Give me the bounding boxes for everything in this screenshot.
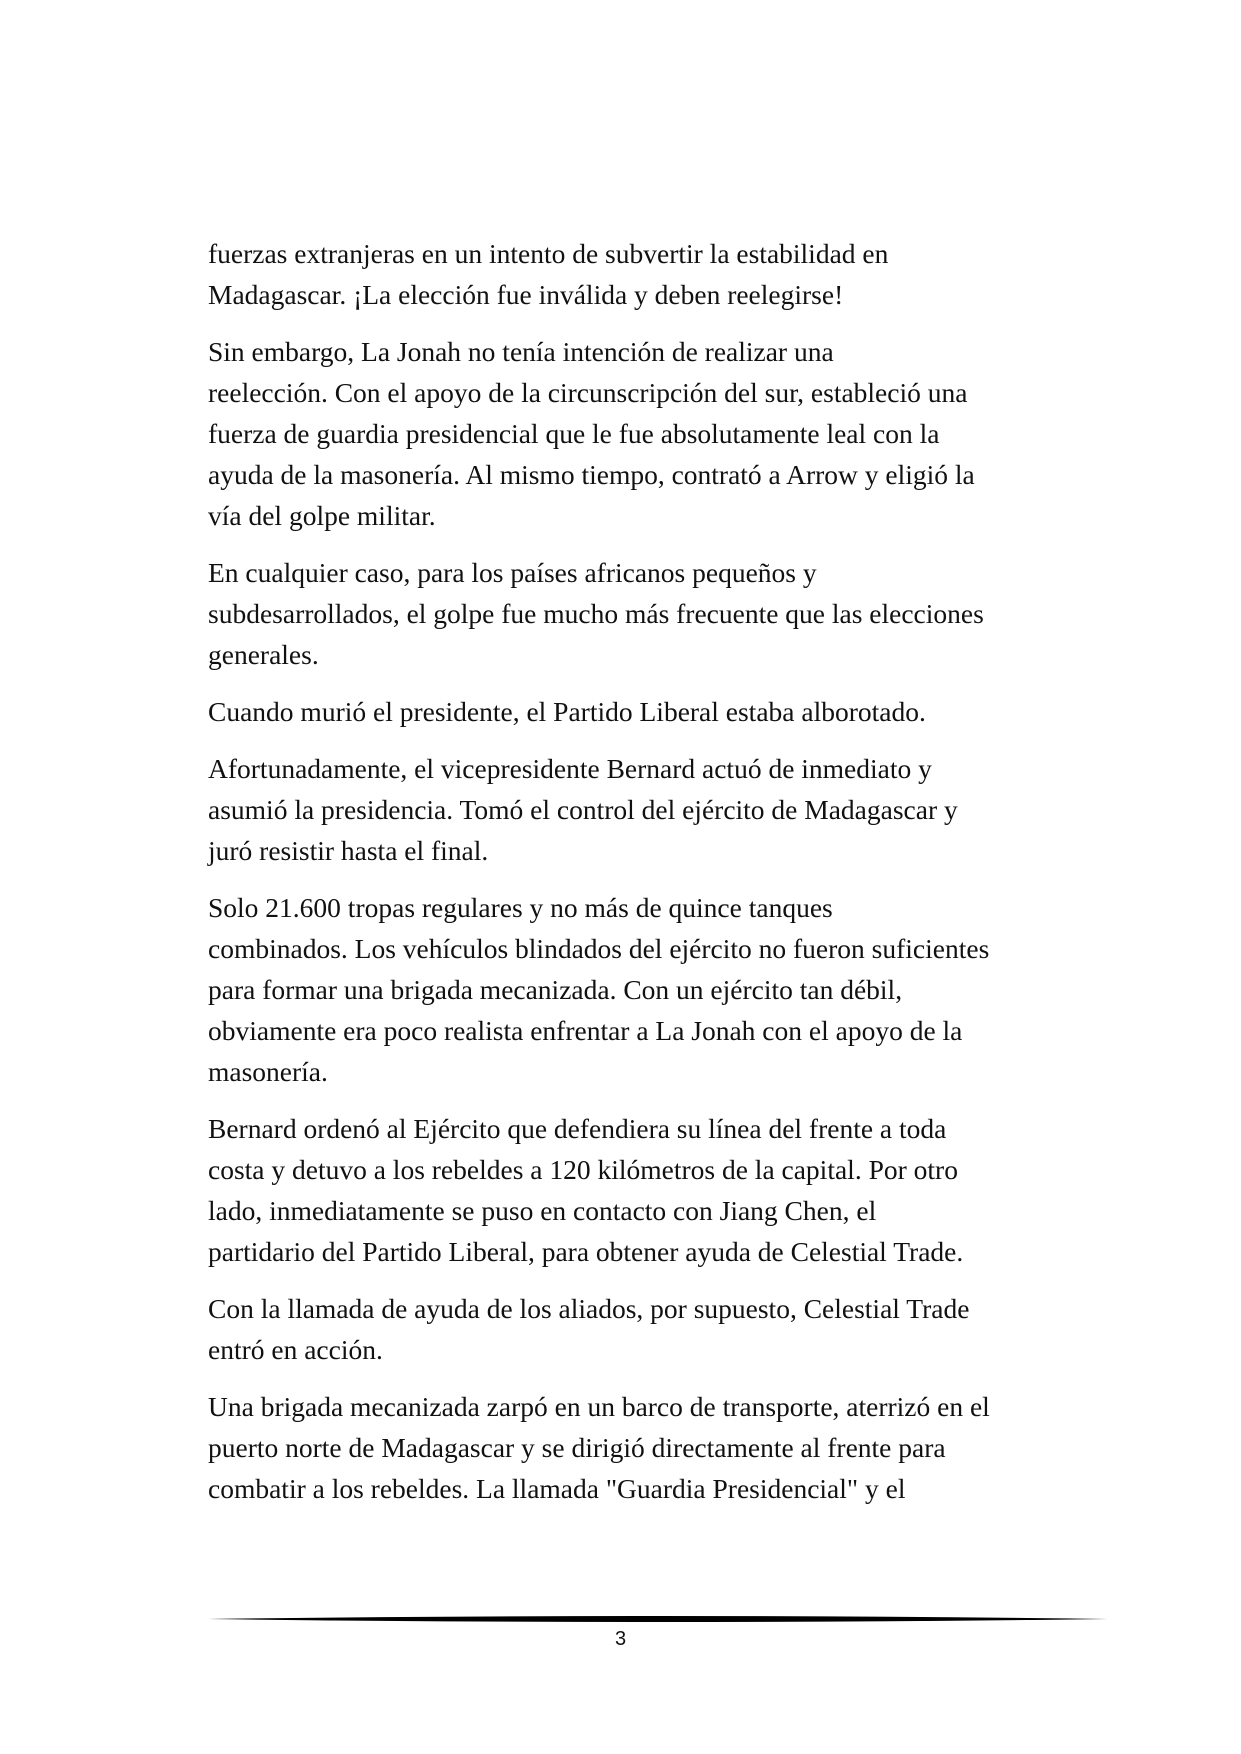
- paragraph: [208, 1386, 1078, 1509]
- paragraph: [208, 552, 1078, 675]
- text-line: masonería.: [208, 1056, 328, 1087]
- text-line: juró resistir hasta el final.: [208, 835, 489, 866]
- text-line: costa y detuvo a los rebeldes a 120 kilómetros de la capital. Por otro: [208, 1154, 958, 1185]
- text-line: ayuda de la masonería. Al mismo tiempo, contrató a Arrow y eligió la: [208, 459, 975, 490]
- text-line: subdesarrollados, el golpe fue mucho más frecuente que las elecciones: [208, 598, 984, 629]
- paragraph: [208, 331, 1078, 536]
- body-text: [208, 233, 1078, 1525]
- text-line: generales.: [208, 639, 319, 670]
- text-line: fuerza de guardia presidencial que le fue absolutamente leal con la: [208, 418, 940, 449]
- paragraph: [208, 887, 1078, 1092]
- paragraph: [208, 1108, 1078, 1272]
- text-line: Solo 21.600 tropas regulares y no más de quince tanques: [208, 892, 833, 923]
- text-line: Sin embargo, La Jonah no tenía intención de realizar una: [208, 336, 834, 367]
- text-line: fuerzas extranjeras en un intento de subvertir la estabilidad en: [208, 238, 889, 269]
- text-line: Cuando murió el presidente, el Partido Liberal estaba alborotado.: [208, 696, 926, 727]
- text-line: obviamente era poco realista enfrentar a La Jonah con el apoyo de la: [208, 1015, 963, 1046]
- text-line: Afortunadamente, el vicepresidente Bernard actuó de inmediato y: [208, 753, 932, 784]
- text-line: lado, inmediatamente se puso en contacto con Jiang Chen, el: [208, 1195, 877, 1226]
- paragraph: [208, 691, 1078, 732]
- text-line: combatir a los rebeldes. La llamada "Guardia Presidencial" y el: [208, 1473, 906, 1504]
- text-line: para formar una brigada mecanizada. Con un ejército tan débil,: [208, 974, 903, 1005]
- text-line: puerto norte de Madagascar y se dirigió directamente al frente para: [208, 1432, 946, 1463]
- text-line: partidario del Partido Liberal, para obtener ayuda de Celestial Trade.: [208, 1236, 964, 1267]
- paragraph: [208, 748, 1078, 871]
- footer-rule: [208, 1614, 1108, 1624]
- text-line: reelección. Con el apoyo de la circunscripción del sur, estableció una: [208, 377, 968, 408]
- text-line: combinados. Los vehículos blindados del ejército no fueron suficientes: [208, 933, 990, 964]
- text-line: Bernard ordenó al Ejército que defendiera su línea del frente a toda: [208, 1113, 947, 1144]
- page-number: 3: [614, 1628, 627, 1650]
- text-line: Con la llamada de ayuda de los aliados, por supuesto, Celestial Trade: [208, 1293, 970, 1324]
- text-line: entró en acción.: [208, 1334, 383, 1365]
- paragraph: [208, 1288, 1078, 1370]
- text-line: En cualquier caso, para los países africanos pequeños y: [208, 557, 817, 588]
- text-line: Madagascar. ¡La elección fue inválida y deben reelegirse!: [208, 279, 844, 310]
- paragraph: [208, 233, 1078, 315]
- text-line: vía del golpe militar.: [208, 500, 436, 531]
- text-line: asumió la presidencia. Tomó el control del ejército de Madagascar y: [208, 794, 958, 825]
- text-line: Una brigada mecanizada zarpó en un barco de transporte, aterrizó en el: [208, 1391, 990, 1422]
